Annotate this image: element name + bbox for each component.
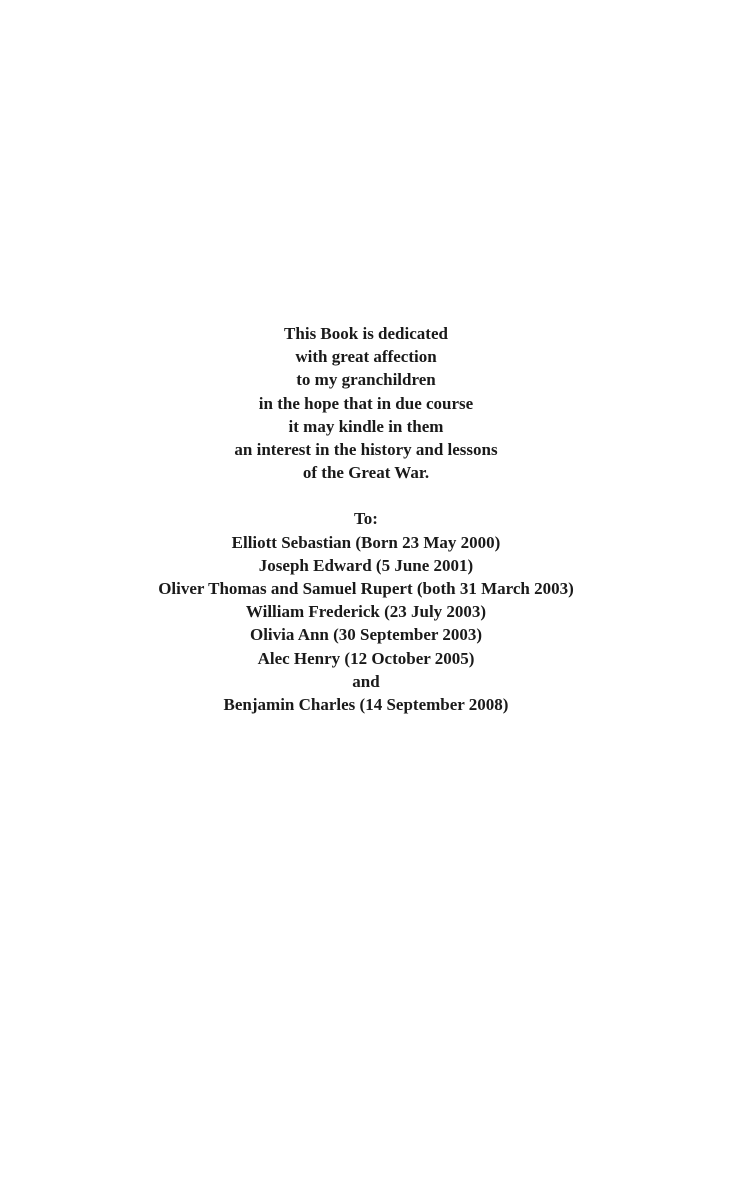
recipients-conjunction: and	[352, 671, 380, 691]
dedication-line-7: of the Great War.	[302, 463, 430, 483]
recipient-line: Alec Henry (12 October 2005)	[257, 648, 475, 668]
dedication-line-4: in the hope that in due course	[258, 393, 474, 413]
recipient-line: Joseph Edward (5 June 2001)	[258, 555, 474, 575]
dedication-line-2: with great affection	[295, 347, 437, 367]
dedication-line-1: This Book is dedicated	[284, 324, 448, 343]
recipient-line: Oliver Thomas and Samuel Rupert (both 31 March 2003)	[158, 579, 574, 599]
dedication-line-3: to my granchildren	[296, 370, 436, 390]
recipients-heading: To:	[354, 509, 378, 529]
recipient-line: William Frederick (23 July 2003)	[245, 602, 487, 622]
recipient-line: Elliott Sebastian (Born 23 May 2000)	[231, 532, 501, 552]
recipient-line-last: Benjamin Charles (14 September 2008)	[223, 695, 509, 715]
dedication-block	[0, 322, 732, 716]
dedication-line-5: it may kindle in them	[288, 416, 444, 436]
recipient-line: Olivia Ann (30 September 2003)	[249, 625, 483, 645]
paragraph-gap	[0, 484, 732, 507]
dedication-line-6: an interest in the history and lessons	[234, 440, 498, 460]
